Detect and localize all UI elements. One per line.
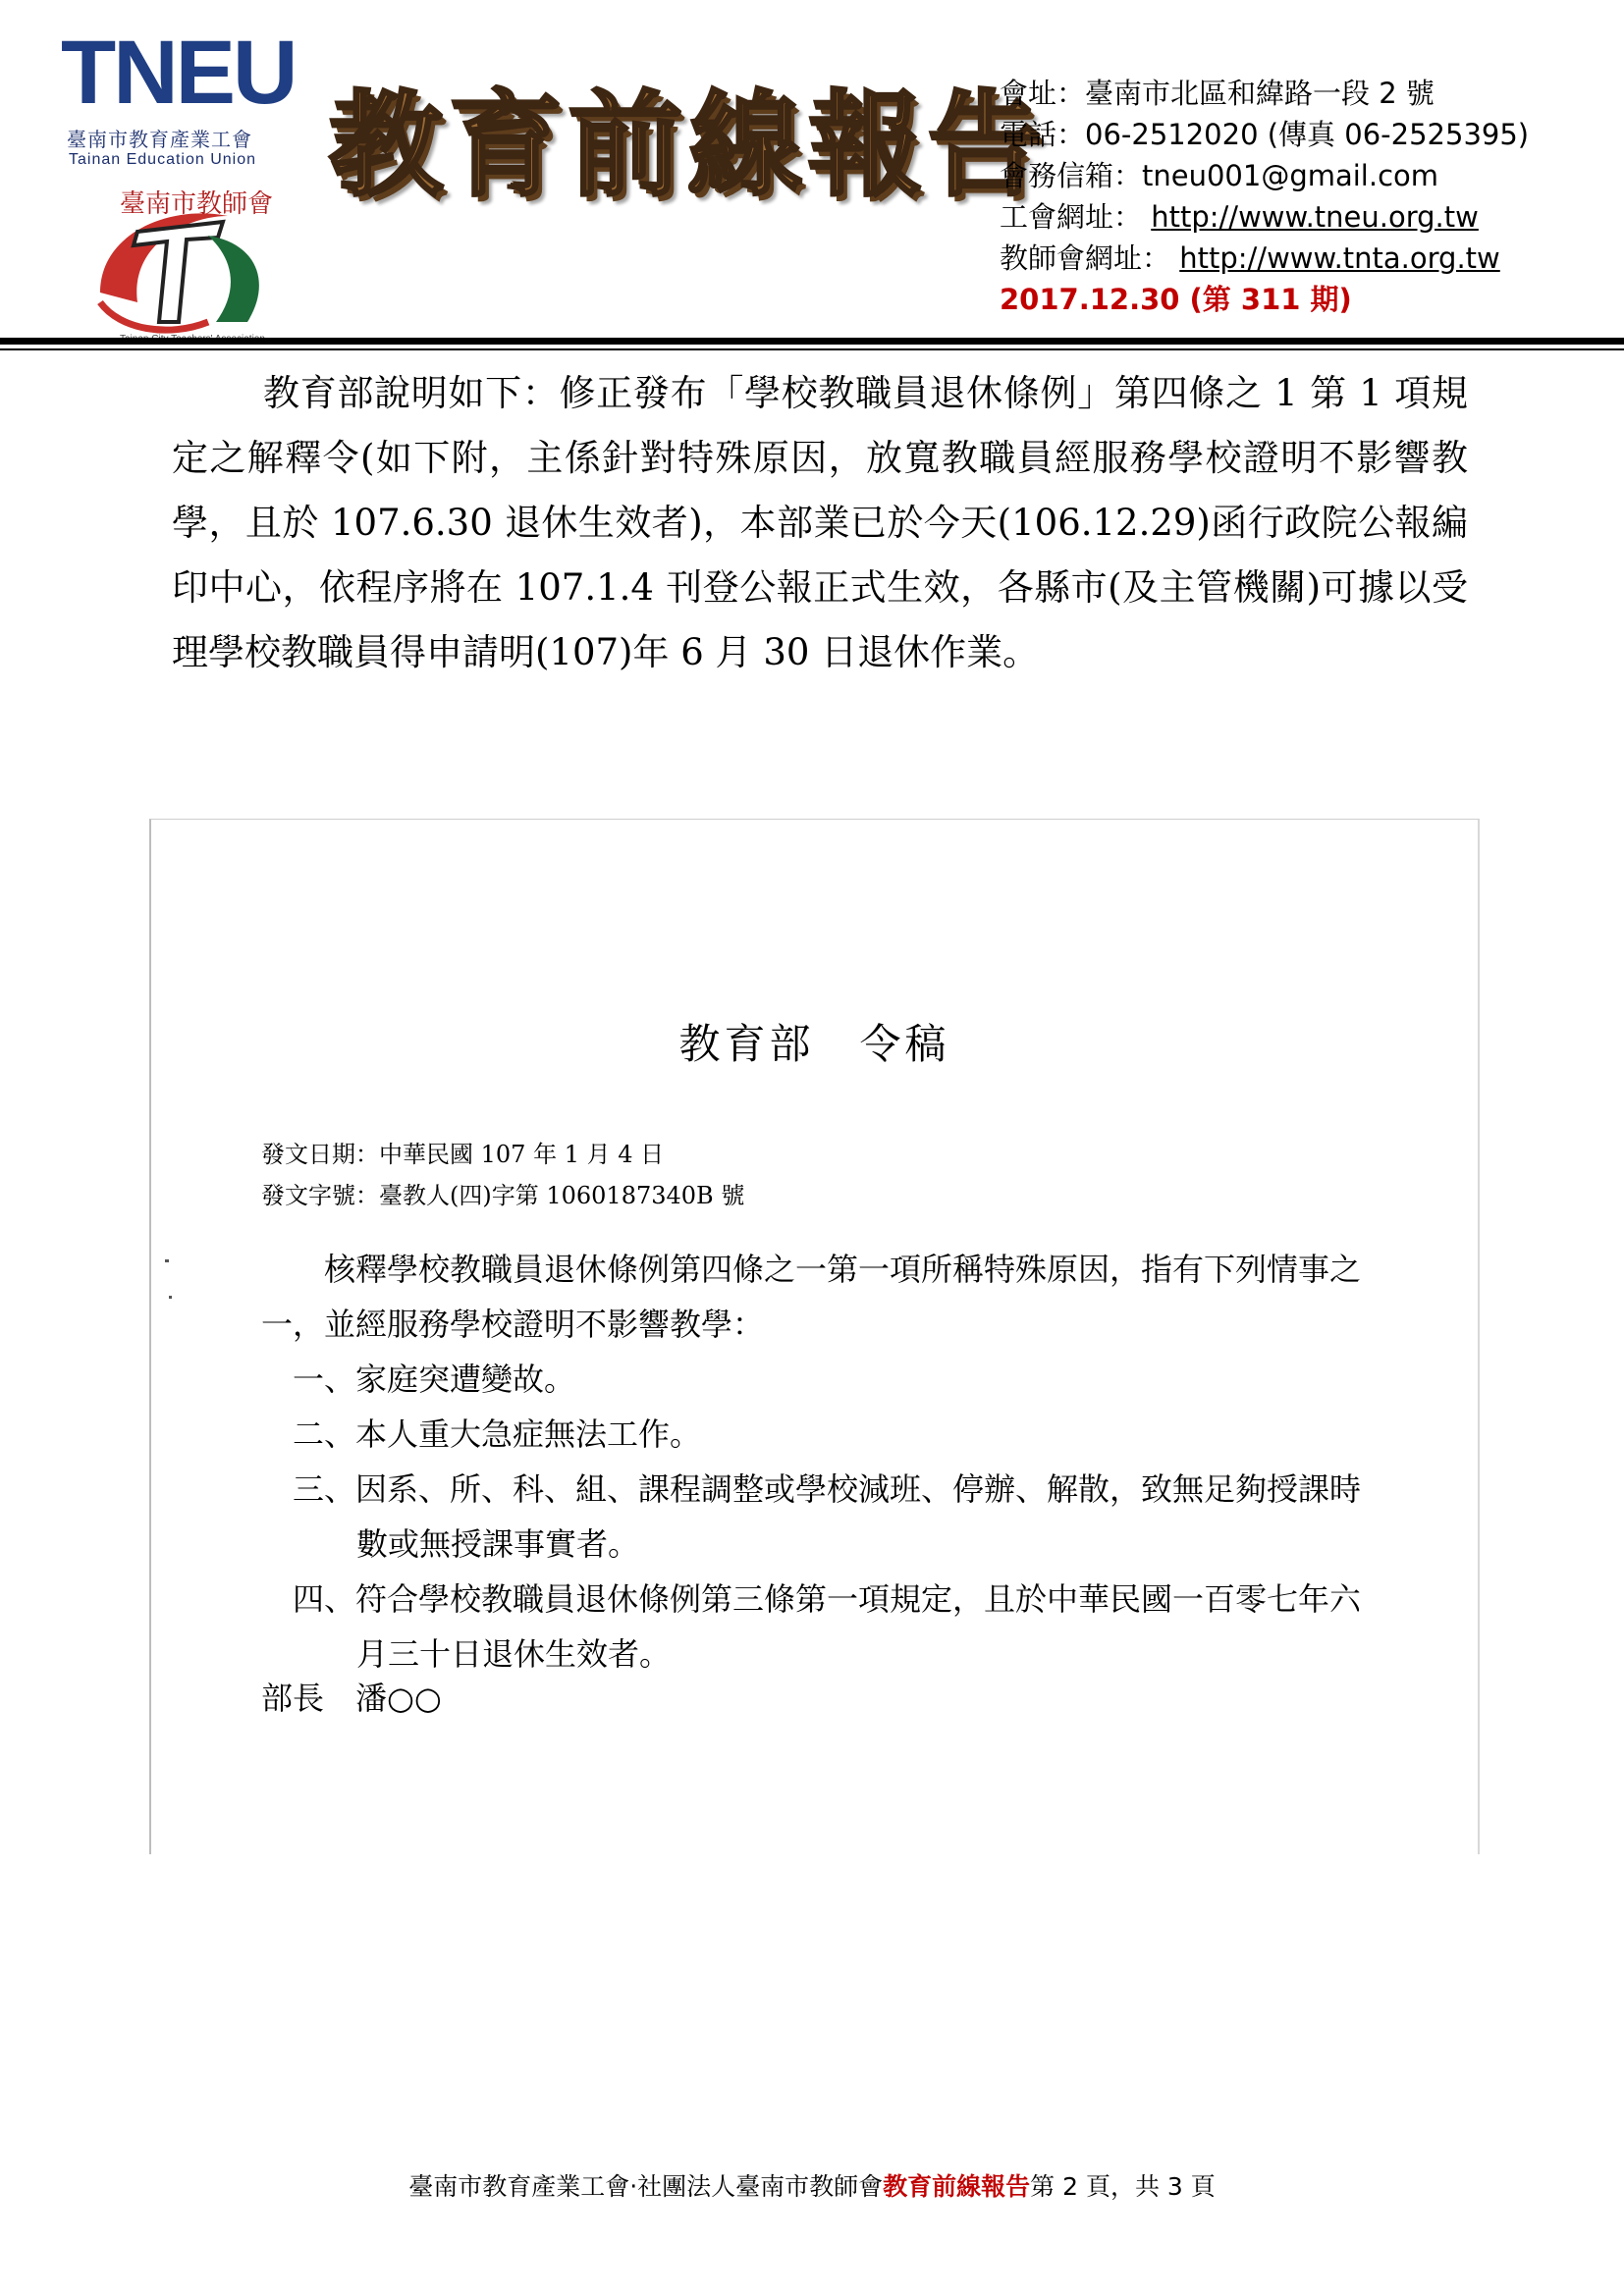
union-website [1000, 196, 1608, 238]
teachers-association-logo-icon [61, 175, 297, 342]
tneu-wordmark: TNEU [61, 23, 296, 123]
association-name-zh: 臺南市教師會 [120, 189, 274, 219]
decree-issue-date: 發文日期：中華民國 107 年 1 月 4 日 [261, 1141, 665, 1168]
decree-item-4: 四、符合學校教職員退休條例第三條第一項規定，且於中華民國一百零七年六月三十日退休生效者。 [293, 1580, 1362, 1673]
decree-title: 教育部 令稿 [678, 1020, 950, 1068]
scan-speck [165, 1259, 169, 1262]
contact-address: 會址：臺南市北區和緯路一段 2 號 [1000, 77, 1435, 110]
decree-item-1: 一、家庭突遭變故。 [293, 1361, 576, 1398]
decree-item-2: 二、本人重大急症無法工作。 [293, 1415, 702, 1453]
union-name-zh: 臺南市教育產業工會 [67, 128, 252, 151]
page-footer [0, 2167, 1624, 2203]
header-divider-thin [0, 348, 1624, 350]
issue-date: 2017.12.30 (第 311 期) [1000, 283, 1352, 316]
header-divider-thick [0, 338, 1624, 345]
decree-item-3: 三、因系、所、科、組、課程調整或學校減班、停辦、解散，致無足夠授課時數或無授課事實者。 [293, 1470, 1362, 1563]
contact-phone: 電話：06-2512020 (傳真 06-2525395) [1000, 118, 1530, 151]
teacher-website [1000, 238, 1608, 279]
footer-pagination: 第 2 頁，共 3 頁 [1030, 2172, 1216, 2201]
scan-speck [169, 1296, 172, 1299]
union-website-label: 工會網址： [1000, 200, 1143, 234]
teacher-website-label: 教師會網址： [1000, 241, 1171, 275]
decree-signature: 部長 潘○○ [261, 1680, 442, 1717]
masthead-title: 教育前線報告 [329, 79, 1048, 212]
union-website-link[interactable]: http://www.tneu.org.tw [1151, 200, 1479, 234]
footer-org: 臺南市教育產業工會‧社團法人臺南市教師會 [408, 2172, 884, 2201]
union-name-en: Tainan Education Union [69, 151, 257, 168]
decree-lead: 核釋學校教職員退休條例第四條之一第一項所稱特殊原因，指有下列情事之一，並經服務學校證明不影響教學： [261, 1251, 1362, 1343]
decree-scan [149, 819, 1480, 1854]
contact-email: 會務信箱：tneu001@gmail.com [1000, 159, 1439, 192]
contact-info [1000, 73, 1608, 320]
teacher-website-link[interactable]: http://www.tnta.org.tw [1179, 241, 1500, 275]
intro-paragraph: 教育部說明如下：修正發布「學校教職員退休條例」第四條之 1 第 1 項規定之解釋令(如下附，主係針對特殊原因，放寬教職員經服務學校證明不影響教學，且於 107.6.30 退休生效者)，本部業已於今天(106.12.29)函行政院公報編印中心，依程序將在 107.1.4 刊登公報正式生效，各縣市(及主管機關)可據以受理學校教職員得申請明(107)年 6 月 30 日退休作業。 [172, 372, 1468, 673]
decree-document-number: 發文字號：臺教人(四)字第 1060187340B 號 [261, 1182, 745, 1209]
union-logo-block [61, 23, 297, 332]
decree-meta [261, 1134, 744, 1216]
decree-body [261, 1242, 1371, 1682]
footer-brand: 教育前線報告 [883, 2172, 1031, 2201]
